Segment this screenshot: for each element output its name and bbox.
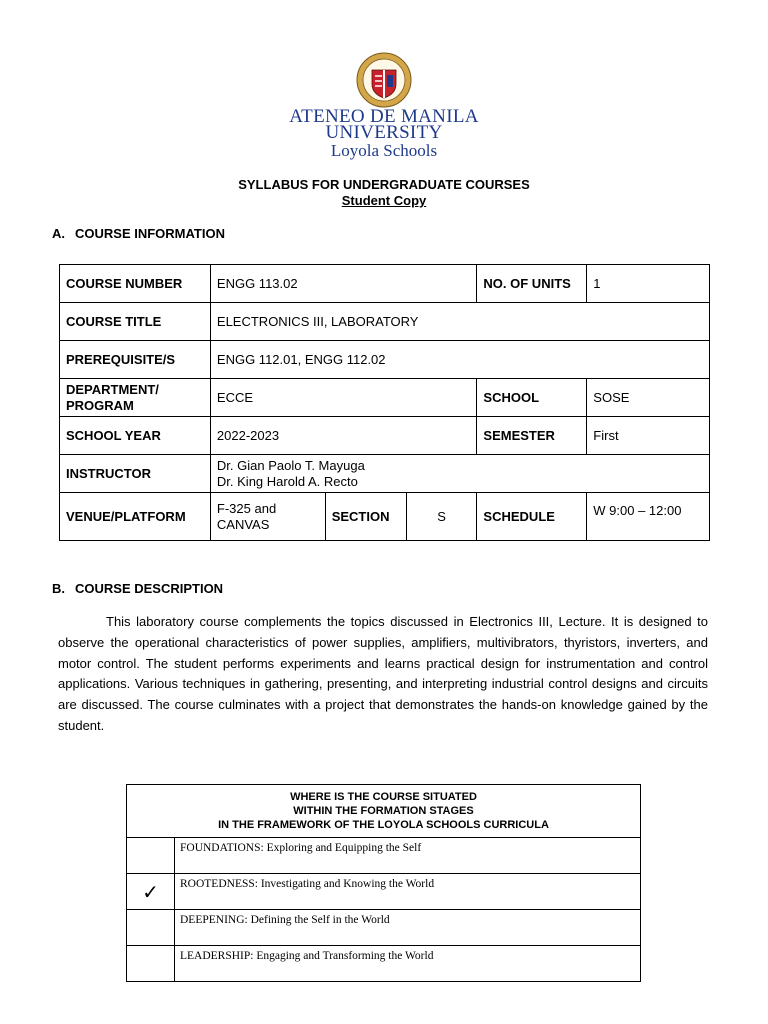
formation-header <box>127 785 641 838</box>
prereq-label: PREREQUISITE/S <box>60 341 211 379</box>
school-value: SOSE <box>587 379 710 417</box>
table-row <box>60 455 710 493</box>
formation-header-line3: IN THE FRAMEWORK OF THE LOYOLA SCHOOLS CURRICULA <box>218 819 549 831</box>
course-number-value: ENGG 113.02 <box>210 265 477 303</box>
school-year-value: 2022-2023 <box>210 417 477 455</box>
stage-checkbox-deepening <box>127 910 175 946</box>
semester-label: SEMESTER <box>477 417 587 455</box>
stage-rootedness: ROOTEDNESS: Investigating and Knowing the World <box>175 874 641 910</box>
university-name-line2: UNIVERSITY <box>325 122 443 143</box>
stage-foundations: FOUNDATIONS: Exploring and Equipping the Self <box>175 838 641 874</box>
table-row <box>127 910 641 946</box>
school-year-label: SCHOOL YEAR <box>60 417 211 455</box>
schedule-value: W 9:00 – 12:00 <box>587 493 710 541</box>
instructor-value <box>210 455 709 493</box>
section-label: SECTION <box>325 493 406 541</box>
table-row <box>127 946 641 982</box>
course-description: This laboratory course complements the topics discussed in Electronics III, Lecture. It is designed to observe the operational characteristics of power supplies, amplifiers, multivibrators, thyristors, inverters, and motor control. The student performs experiments and learns practical design for instrumentation and control applications. Various techniques in gathering, presenting, and interpreting industrial control designs and circuits are discussed. The course culminates with a project that demonstrates the hands-on knowledge gained by the student. <box>58 614 708 733</box>
school-label: SCHOOL <box>477 379 587 417</box>
course-title-value: ELECTRONICS III, LABORATORY <box>210 303 709 341</box>
table-row <box>127 838 641 874</box>
formation-stages-table <box>126 784 641 982</box>
section-a-title: COURSE INFORMATION <box>75 226 225 241</box>
course-info-table <box>59 264 710 541</box>
instructor-label: INSTRUCTOR <box>60 455 211 493</box>
table-row <box>60 417 710 455</box>
units-value: 1 <box>587 265 710 303</box>
venue-label: VENUE/PLATFORM <box>60 493 211 541</box>
stage-leadership: LEADERSHIP: Engaging and Transforming the World <box>175 946 641 982</box>
venue-line2: CANVAS <box>216 516 270 532</box>
table-row <box>60 265 710 303</box>
table-row <box>60 303 710 341</box>
stage-checkbox-leadership <box>127 946 175 982</box>
semester-value: First <box>587 417 710 455</box>
department-label <box>60 379 211 417</box>
units-label: NO. OF UNITS <box>477 265 587 303</box>
formation-header-line2: WITHIN THE FORMATION STAGES <box>293 805 474 817</box>
stage-deepening: DEEPENING: Defining the Self in the World <box>175 910 641 946</box>
venue-line1: F-325 and <box>216 500 277 516</box>
table-row <box>60 341 710 379</box>
schedule-label: SCHEDULE <box>477 493 587 541</box>
check-icon: ✓ <box>142 879 159 904</box>
course-title-label: COURSE TITLE <box>60 303 211 341</box>
document-title: SYLLABUS FOR UNDERGRADUATE COURSES <box>238 177 530 192</box>
university-seal <box>356 52 412 108</box>
university-name-line1: ATENEO DE MANILA <box>289 106 479 127</box>
section-value: S <box>406 493 477 541</box>
instructor-1: Dr. Gian Paolo T. Mayuga <box>216 457 365 473</box>
department-value: ECCE <box>210 379 477 417</box>
instructor-2: Dr. King Harold A. Recto <box>216 473 358 489</box>
section-b-title: COURSE DESCRIPTION <box>75 581 224 596</box>
table-row <box>127 874 641 910</box>
prereq-value: ENGG 112.01, ENGG 112.02 <box>210 341 709 379</box>
university-name-line3: Loyola Schools <box>330 141 438 160</box>
table-row <box>60 493 710 541</box>
venue-value <box>210 493 325 541</box>
table-row <box>60 379 710 417</box>
section-b-letter: B. <box>52 581 65 596</box>
section-a-heading <box>52 226 225 241</box>
section-b-heading <box>52 581 223 596</box>
course-number-label: COURSE NUMBER <box>60 265 211 303</box>
department-label-line2: PROGRAM <box>66 397 134 413</box>
stage-checkbox-foundations <box>127 838 175 874</box>
stage-checkbox-rootedness <box>127 874 175 910</box>
formation-header-line1: WHERE IS THE COURSE SITUATED <box>290 791 477 803</box>
table-row <box>127 785 641 838</box>
document-subtitle: Student Copy <box>341 193 427 208</box>
department-label-line1: DEPARTMENT/ <box>66 381 159 397</box>
section-a-letter: A. <box>52 226 65 241</box>
